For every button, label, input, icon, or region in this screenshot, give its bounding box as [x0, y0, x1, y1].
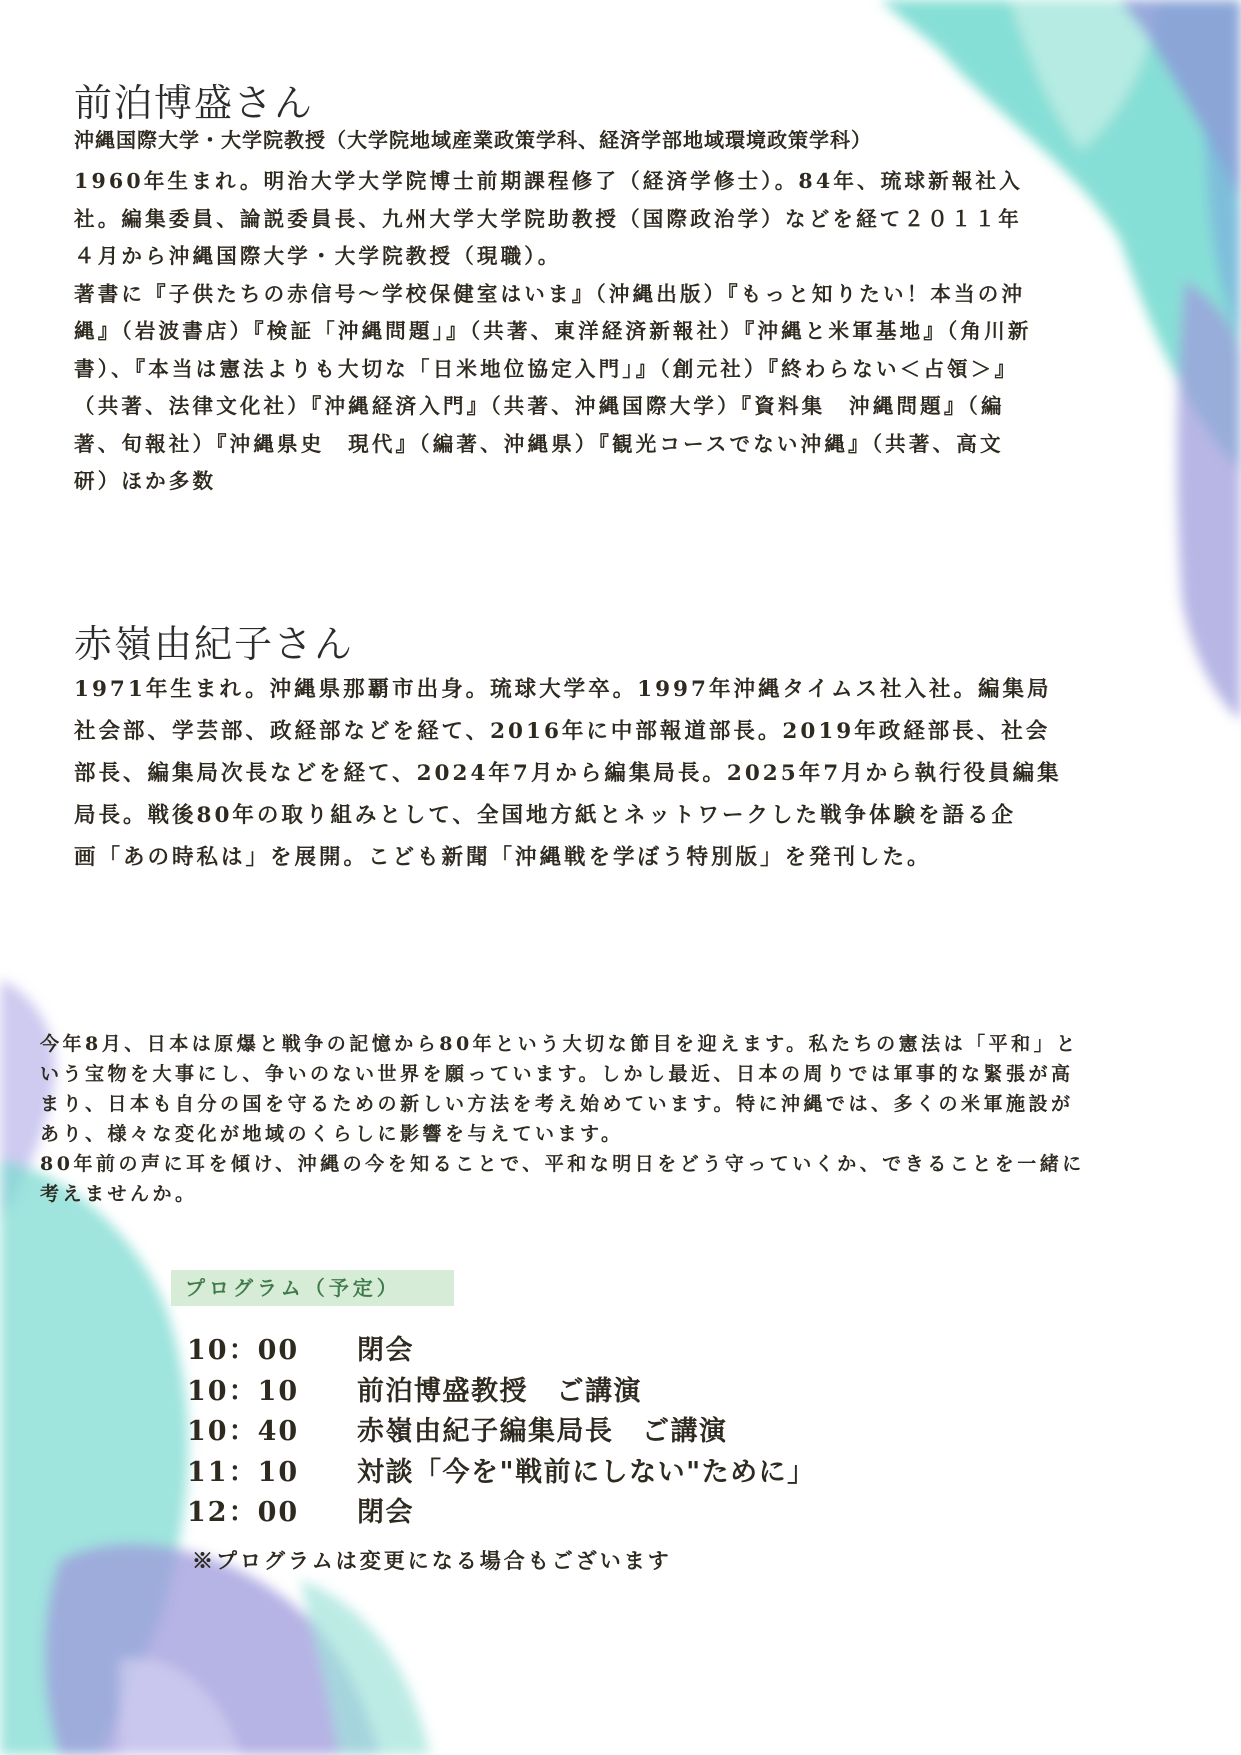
intro-line: あり、様々な変化が地域のくらしに影響を与えています。 [40, 1123, 624, 1145]
intro-line: いう宝物を大事にし、争いのない世界を願っています。しかし最近、日本の周りでは軍事的な緊張が高 [40, 1063, 1074, 1085]
schedule-row [187, 1372, 987, 1413]
intro-line: まり、日本も自分の国を守るための新しい方法を考え始めています。特に沖縄では、多くの米軍施設が [40, 1093, 1074, 1115]
speaker1-bio-line: （共著、法律文化社）『沖縄経済入門』（共著、沖縄国際大学）『資料集 沖縄問題』（編 [74, 394, 1005, 418]
speaker2-name: 赤嶺由紀子さん [74, 622, 355, 666]
program-header: プログラム（予定） [171, 1270, 454, 1306]
speaker1-name: 前泊博盛さん [74, 81, 315, 125]
speaker1-bio-line: ４月から沖縄国際大学・大学院教授（現職）。 [74, 244, 562, 268]
schedule-time: 10：00 [187, 1335, 300, 1366]
event-introduction [40, 1029, 1210, 1209]
schedule-row [187, 1412, 987, 1453]
speaker2-bio [74, 669, 1134, 879]
speaker1-bio-line: 研）ほか多数 [74, 469, 217, 493]
intro-line: 80年前の声に耳を傾け、沖縄の今を知ることで、平和な明日をどう守っていくか、できることを一緒に [40, 1153, 1085, 1175]
speaker1-bio-line: 書）、『本当は憲法よりも大切な「日米地位協定入門」』（創元社）『終わらない＜占領＞』 [74, 356, 1019, 381]
speaker2-bio-line: 社会部、学芸部、政経部などを経て、2016年に中部報道部長。2019年政経部長、社会 [74, 719, 1051, 744]
program-change-note: ※プログラムは変更になる場合もございます [192, 1548, 672, 1573]
speaker1-bio-line: 社。編集委員、論説委員長、九州大学大学院助教授（国際政治学）などを経て２０１１年 [74, 206, 1022, 231]
intro-line: 考えませんか。 [40, 1183, 198, 1205]
schedule-title: 対談「今を"戦前にしない"ために」 [357, 1456, 816, 1488]
speaker2-bio-line: 局長。戦後80年の取り組みとして、全国地方紙とネットワークした戦争体験を語る企 [74, 803, 1016, 828]
schedule-row [187, 1331, 987, 1372]
speaker1-bio-line: 著書に『子供たちの赤信号～学校保健室はいま』（沖縄出版）『もっと知りたい！本当の沖 [74, 281, 1026, 306]
speaker1-bio-line: 縄』（岩波書店）『検証「沖縄問題」』（共著、東洋経済新報社）『沖縄と米軍基地』（角川新 [74, 319, 1032, 343]
schedule-row [187, 1493, 987, 1534]
speaker1-bio-line: 1960年生まれ。明治大学大学院博士前期課程修了（経済学修士）。84年、琉球新報社入 [74, 169, 1023, 193]
schedule-time: 10：10 [187, 1375, 300, 1407]
schedule-title: 前泊博盛教授 ご講演 [357, 1375, 642, 1407]
speaker1-bio [74, 163, 1134, 501]
speaker2-bio-line: 1971年生まれ。沖縄県那覇市出身。琉球大学卒。1997年沖縄タイムス社入社。編集局 [74, 677, 1052, 702]
speaker1-bio-line: 著、旬報社）『沖縄県史 現代』（編著、沖縄県）『観光コースでない沖縄』（共著、高文 [74, 431, 1004, 456]
schedule-time: 10：40 [187, 1416, 300, 1447]
speaker2-bio-line: 部長、編集局次長などを経て、2024年7月から編集局長。2025年7月から執行役員編集 [74, 761, 1062, 786]
schedule-title: 閉会 [357, 1335, 414, 1366]
schedule-time: 12：00 [187, 1497, 300, 1528]
speaker1-affiliation: 沖縄国際大学・大学院教授（大学院地域産業政策学科、経済学部地域環境政策学科） [74, 128, 872, 152]
schedule-row [187, 1453, 987, 1494]
schedule-title: 閉会 [357, 1497, 414, 1528]
intro-line: 今年8月、日本は原爆と戦争の記憶から80年という大切な節目を迎えます。私たちの憲法は「平和」と [40, 1033, 1079, 1055]
schedule-title: 赤嶺由紀子編集局長 ご講演 [357, 1416, 728, 1447]
speaker2-bio-line: 画「あの時私は」を展開。こども新聞「沖縄戦を学ぼう特別版」を発刊した。 [74, 845, 932, 870]
program-schedule [187, 1331, 987, 1534]
schedule-time: 11：10 [187, 1456, 300, 1488]
